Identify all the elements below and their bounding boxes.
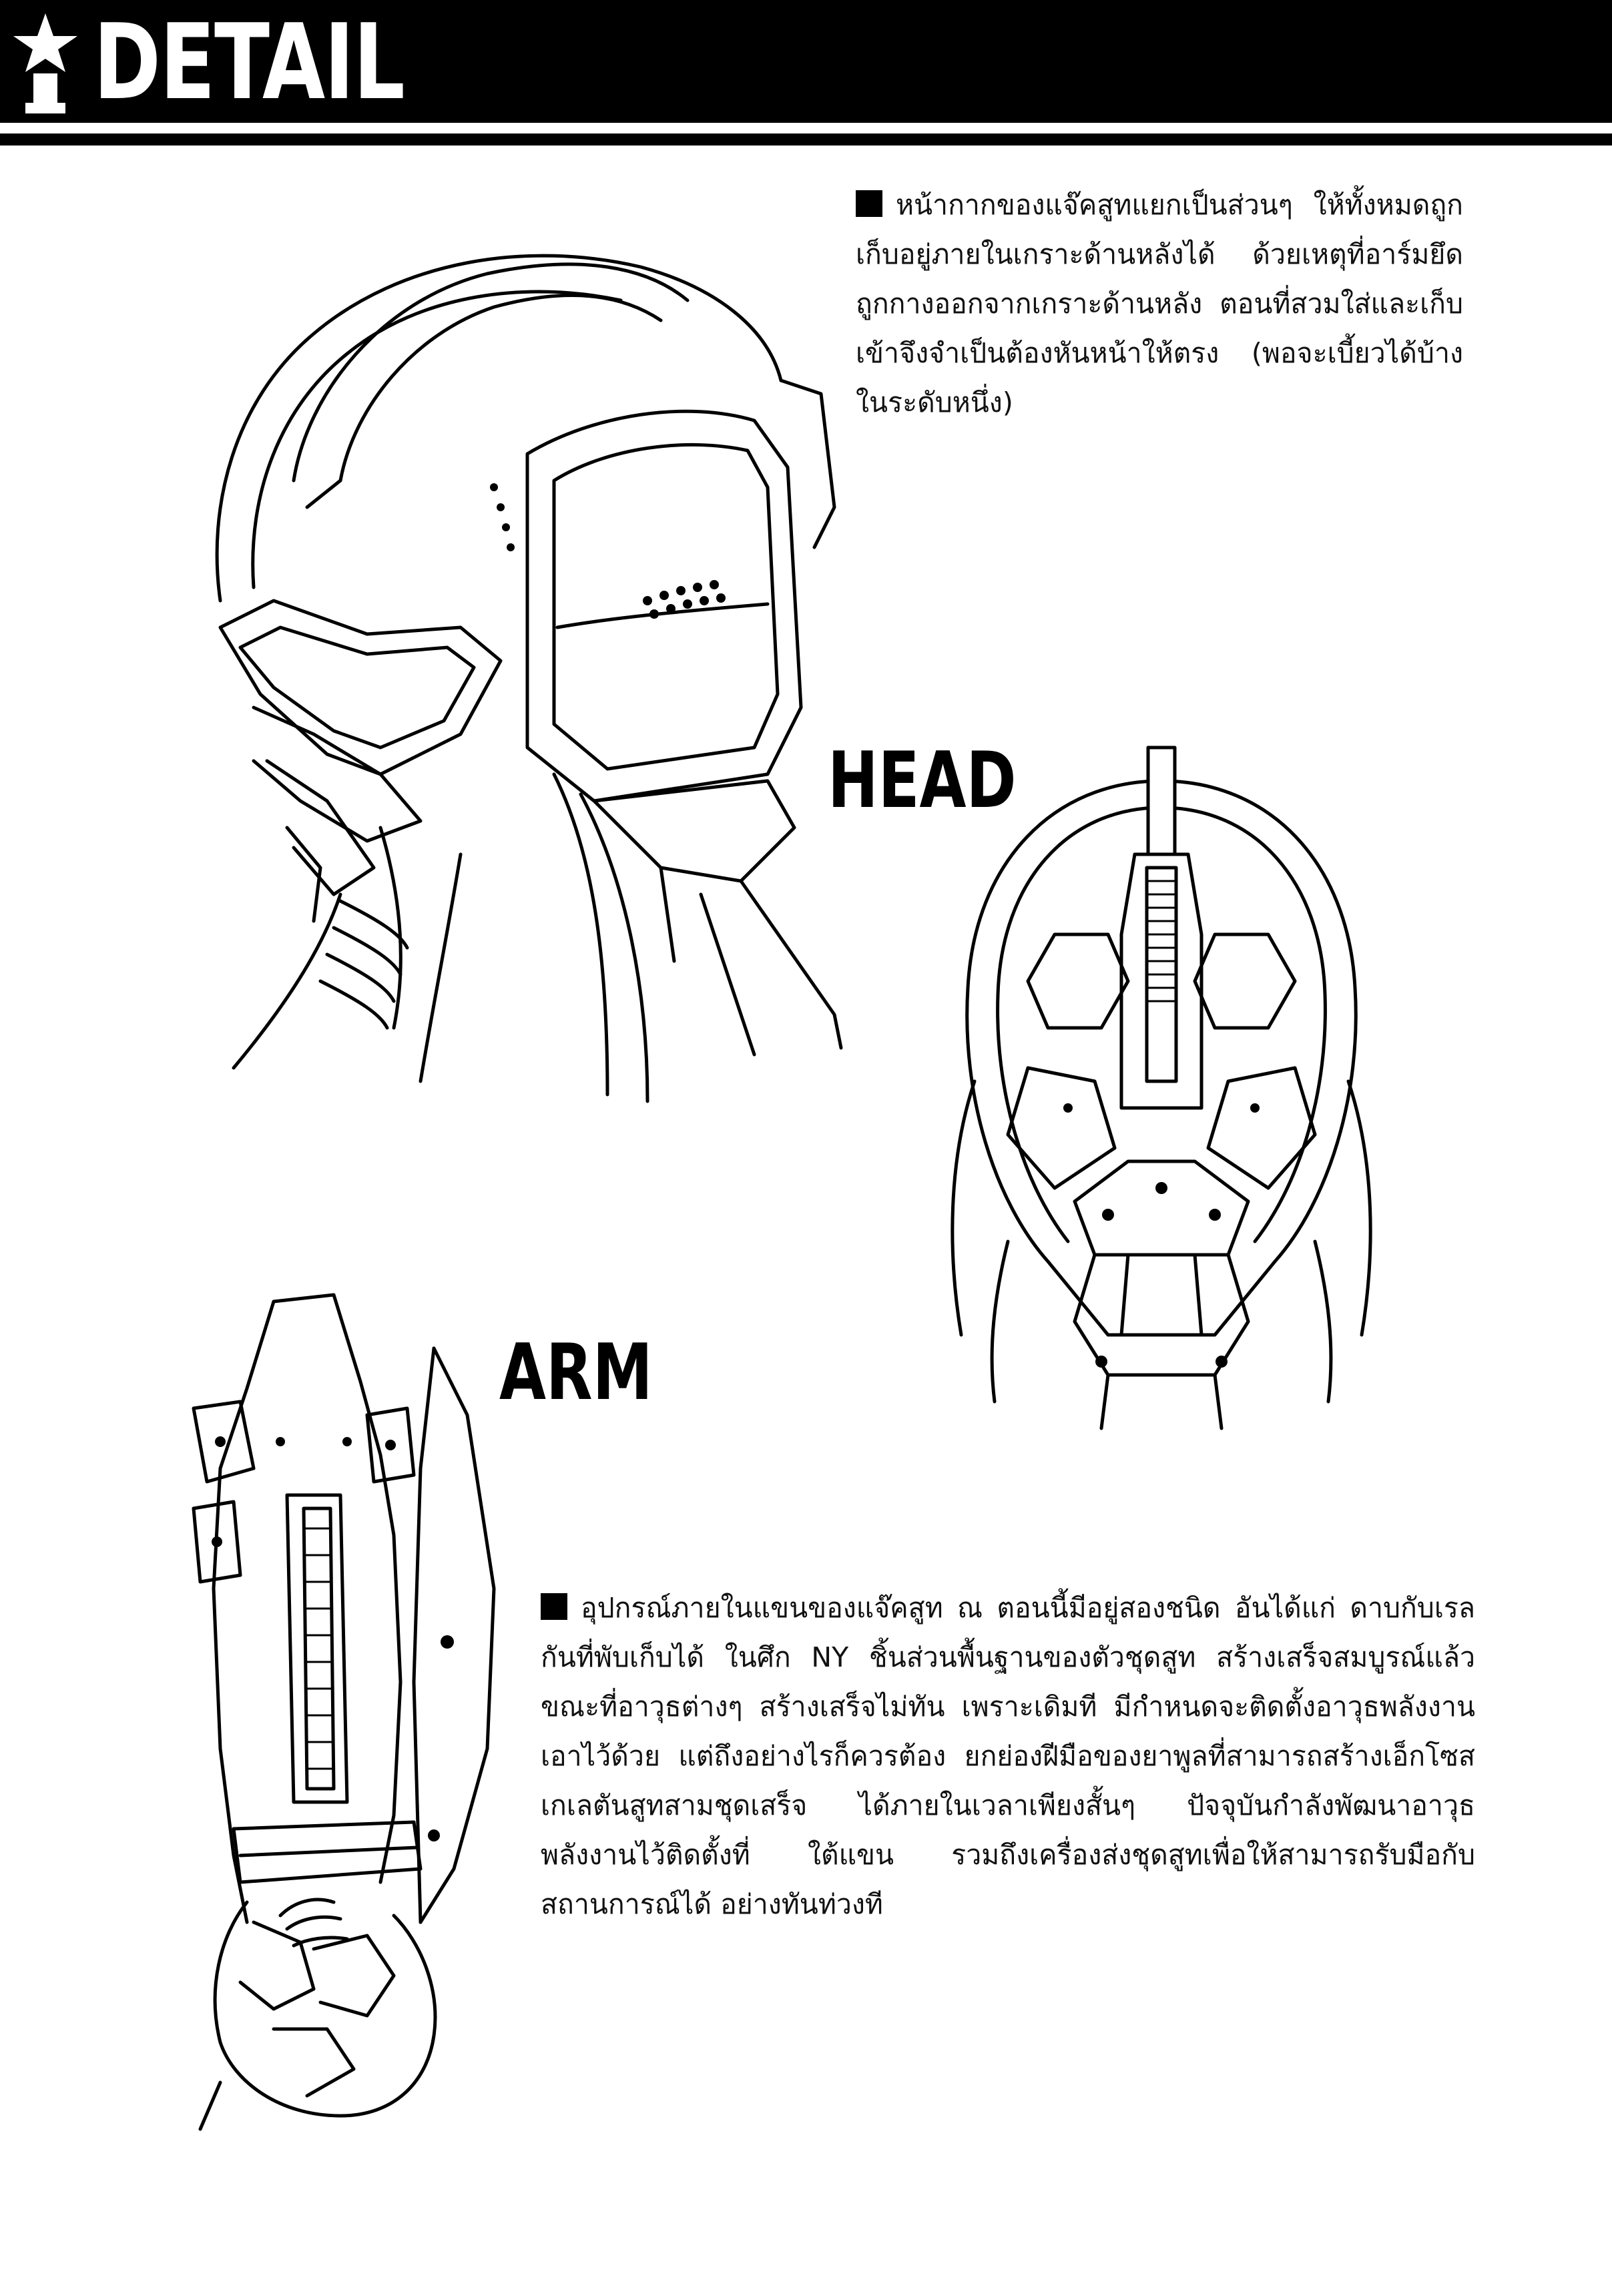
arm-description: อุปกรณ์ภายในแขนของแจ๊คสูท ณ ตอนนี้มีอยู่สองชนิด อันได้แก่ ดาบกับเรลกันที่พับเก็บได้ ในศึก NY ชิ้นส่วนพื้นฐานของตัวชุดสูท สร้างเสร็จสมบูรณ์แล้ว ขณะที่อาวุธต่างๆ สร้างเสร็จไม่ทัน เพราะเดิมที มีกำหนดจะติดตั้งอาวุธพลังงานเอาไว้ด้วย แต่ถึงอย่างไรก็ควรต้อง ยกย่องฝีมือของยาพูลที่สามารถสร้างเอ็กโซสเกเลตันสูทสามชุดเสร็จ ได้ภายในเวลาเพียงสั้นๆ ปัจจุบันกำลังพัฒนาอาวุธพลังงานไว้ติดตั้งที่ ใต้แขน รวมถึงเครื่องส่งชุดสูทเพื่อให้สามารถรับมือกับสถานการณ์ได้ อย่างทันท่วงที — [541, 1592, 1475, 1920]
header-rule — [0, 133, 1612, 146]
head-description: หน้ากากของแจ๊คสูทแยกเป็นส่วนๆ ให้ทั้งหมดถูกเก็บอยู่ภายในเกราะด้านหลังได้ ด้วยเหตุที่อาร์มยึดถูกกางออกจากเกราะด้านหลัง ตอนที่สวมใส่และเก็บเข้าจึงจำเป็นต้องหันหน้าให้ตรง (พอจะเบี้ยวได้บ้างในระดับหนึ่ง) — [856, 189, 1463, 418]
bullet-square-icon — [541, 1593, 567, 1620]
helmet-top-illustration — [934, 734, 1388, 1442]
arm-illustration — [180, 1281, 527, 2136]
arm-description-block — [541, 1583, 1475, 1929]
arm-label: ARM — [499, 1328, 653, 1418]
page-title: DETAIL — [93, 1, 405, 123]
head-label: HEAD — [828, 736, 1017, 826]
bullet-square-icon — [856, 190, 882, 217]
star-figure-icon — [5, 9, 85, 116]
header-gap — [0, 123, 1612, 131]
helmet-side-illustration — [180, 227, 861, 1108]
head-description-block — [856, 180, 1463, 427]
